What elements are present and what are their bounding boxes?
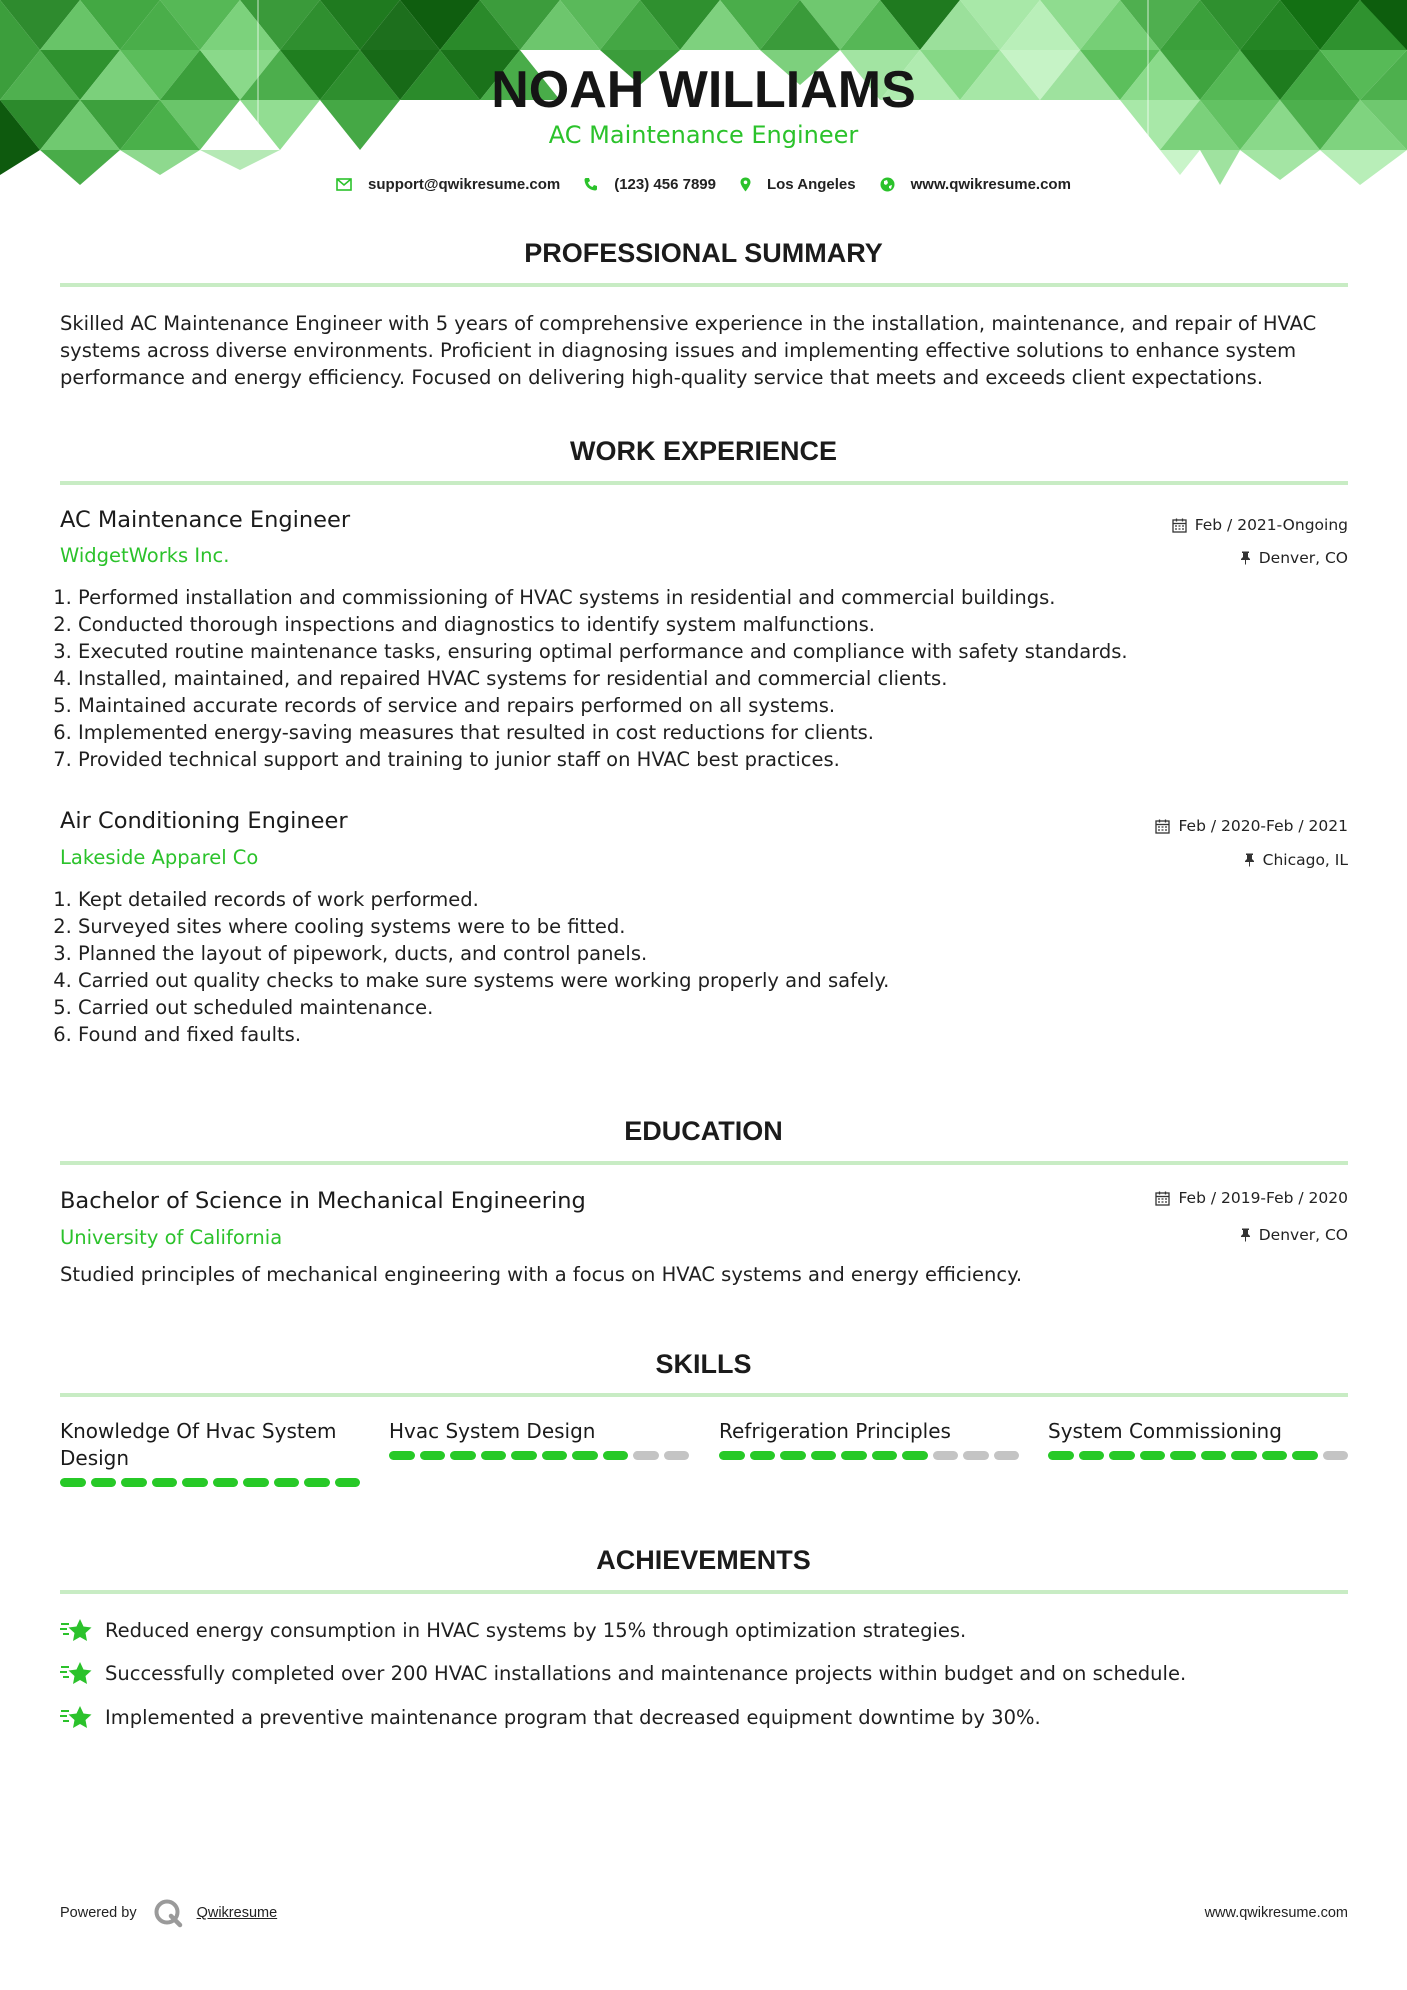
skill-level-segment-filled <box>1292 1451 1318 1460</box>
skill-level-segment-filled <box>511 1451 537 1460</box>
list-item: 1. Kept detailed records of work performed. <box>78 886 1328 913</box>
skill-level-bar <box>60 1478 360 1487</box>
skill-level-segment-filled <box>1079 1451 1105 1460</box>
skills-heading: SKILLS <box>655 1349 752 1379</box>
powered-by-label: Powered by <box>60 1905 137 1921</box>
qwikresume-link[interactable]: Qwikresume <box>196 1905 278 1921</box>
skill-level-segment-filled <box>719 1451 745 1460</box>
job-responsibilities <box>52 584 1328 773</box>
list-item: 3. Executed routine maintenance tasks, ensuring optimal performance and compliance with safety standards. <box>78 638 1328 665</box>
skill-level-segment-filled <box>750 1451 776 1460</box>
contact-location-text: Los Angeles <box>766 175 856 193</box>
experience-divider <box>60 481 1348 485</box>
list-item: 5. Maintained accurate records of service and repairs performed on all systems. <box>78 692 1328 719</box>
skill-level-segment-filled <box>60 1478 86 1487</box>
skill-level-segment-filled <box>182 1478 208 1487</box>
education-divider <box>60 1161 1348 1165</box>
skill-level-segment-empty <box>994 1451 1020 1460</box>
candidate-title: AC Maintenance Engineer <box>548 121 859 149</box>
contact-website-text: www.qwikresume.com <box>910 175 1071 193</box>
contact-email-text: support@qwikresume.com <box>368 175 561 193</box>
skill-level-segment-filled <box>243 1478 269 1487</box>
contact-website[interactable] <box>880 176 1071 193</box>
skill-level-segment-filled <box>389 1451 415 1460</box>
skill-level-segment-filled <box>780 1451 806 1460</box>
achievement-text: Implemented a preventive maintenance program that decreased equipment downtime by 30%. <box>105 1705 1041 1729</box>
education-dates-text: Feb / 2019-Feb / 2020 <box>1178 1189 1348 1207</box>
skill-level-segment-empty <box>963 1451 989 1460</box>
job-responsibilities <box>52 886 1328 1048</box>
skill-level-bar <box>389 1451 689 1460</box>
star-icon <box>60 1659 92 1687</box>
skill-level-segment-filled <box>420 1451 446 1460</box>
job-title: AC Maintenance Engineer <box>60 507 351 533</box>
phone-icon <box>584 177 598 191</box>
pushpin-icon <box>1240 551 1251 565</box>
skill-name: Hvac System Design <box>389 1419 596 1443</box>
calendar-icon <box>1155 1191 1170 1206</box>
pushpin-icon <box>1244 853 1255 867</box>
list-item: 1. Performed installation and commissioning of HVAC systems in residential and commercial buildings. <box>78 584 1328 611</box>
summary-divider <box>60 283 1348 287</box>
achievement-item <box>60 1703 1041 1731</box>
achievement-text: Reduced energy consumption in HVAC systems by 15% through optimization strategies. <box>105 1618 967 1642</box>
education-description: Studied principles of mechanical engineering with a focus on HVAC systems and energy efficiency. <box>60 1263 1023 1286</box>
achievements-divider <box>60 1590 1348 1594</box>
list-item: 6. Found and fixed faults. <box>78 1021 1328 1048</box>
achievement-item <box>60 1616 966 1644</box>
skill-item <box>1048 1418 1348 1460</box>
contact-bar <box>0 172 1407 196</box>
skill-level-segment-filled <box>1170 1451 1196 1460</box>
skill-level-segment-filled <box>121 1478 147 1487</box>
education-heading: EDUCATION <box>624 1116 783 1146</box>
skill-level-segment-filled <box>841 1451 867 1460</box>
skill-level-segment-empty <box>933 1451 959 1460</box>
list-item: 7. Provided technical support and training to junior staff on HVAC best practices. <box>78 746 1328 773</box>
education-location-text: Denver, CO <box>1258 1226 1348 1244</box>
job-company: WidgetWorks Inc. <box>60 544 230 567</box>
job-dates <box>1155 817 1348 835</box>
skill-item <box>389 1418 689 1460</box>
list-item: 4. Carried out quality checks to make sure systems were working properly and safely. <box>78 967 1328 994</box>
skill-level-segment-filled <box>274 1478 300 1487</box>
skill-name: Refrigeration Principles <box>719 1419 951 1443</box>
skill-item <box>60 1418 360 1487</box>
skill-level-segment-filled <box>304 1478 330 1487</box>
job-dates-text: Feb / 2020-Feb / 2021 <box>1178 817 1348 835</box>
qwikresume-logo-icon <box>153 1898 183 1928</box>
calendar-icon <box>1155 819 1170 834</box>
job-location-text: Chicago, IL <box>1262 851 1348 869</box>
job-location-text: Denver, CO <box>1258 549 1348 567</box>
list-item: 3. Planned the layout of pipework, ducts, and control panels. <box>78 940 1328 967</box>
skill-level-segment-filled <box>902 1451 928 1460</box>
list-item: 4. Installed, maintained, and repaired HVAC systems for residential and commercial clients. <box>78 665 1328 692</box>
degree-title: Bachelor of Science in Mechanical Engineering <box>60 1188 586 1214</box>
education-dates <box>1155 1189 1348 1207</box>
skill-level-segment-empty <box>633 1451 659 1460</box>
skill-level-segment-filled <box>1109 1451 1135 1460</box>
skill-level-segment-filled <box>1048 1451 1074 1460</box>
skill-level-segment-filled <box>481 1451 507 1460</box>
skill-level-segment-filled <box>1201 1451 1227 1460</box>
contact-location <box>740 176 856 193</box>
job-location <box>1244 851 1348 869</box>
skill-level-segment-filled <box>335 1478 361 1487</box>
map-pin-icon <box>740 177 751 192</box>
contact-phone-text: (123) 456 7899 <box>614 175 716 193</box>
list-item: 6. Implemented energy-saving measures that resulted in cost reductions for clients. <box>78 719 1328 746</box>
list-item: 5. Carried out scheduled maintenance. <box>78 994 1328 1021</box>
achievements-heading: ACHIEVEMENTS <box>596 1545 811 1575</box>
star-icon <box>60 1703 92 1731</box>
skill-level-segment-empty <box>664 1451 690 1460</box>
globe-icon <box>880 177 895 192</box>
skill-level-bar <box>719 1451 1019 1460</box>
calendar-icon <box>1172 518 1187 533</box>
job-title: Air Conditioning Engineer <box>60 808 348 834</box>
skill-item <box>719 1418 1019 1460</box>
candidate-name: NOAH WILLIAMS <box>491 61 916 119</box>
achievement-item <box>60 1659 1186 1687</box>
skill-level-segment-filled <box>91 1478 117 1487</box>
skill-name: Knowledge Of Hvac System Design <box>60 1419 337 1470</box>
experience-heading: WORK EXPERIENCE <box>569 436 838 466</box>
skill-name: System Commissioning <box>1048 1419 1282 1443</box>
envelope-icon <box>336 178 352 191</box>
list-item: 2. Conducted thorough inspections and diagnostics to identify system malfunctions. <box>78 611 1328 638</box>
skill-level-segment-empty <box>1323 1451 1349 1460</box>
skill-level-segment-filled <box>572 1451 598 1460</box>
school-name: University of California <box>60 1226 283 1249</box>
skill-level-segment-filled <box>450 1451 476 1460</box>
skill-level-segment-filled <box>542 1451 568 1460</box>
job-dates-text: Feb / 2021-Ongoing <box>1194 516 1348 534</box>
skill-level-segment-filled <box>1262 1451 1288 1460</box>
achievement-text: Successfully completed over 200 HVAC installations and maintenance projects within budget and on schedule. <box>105 1661 1187 1685</box>
skill-level-segment-filled <box>603 1451 629 1460</box>
job-dates <box>1172 516 1348 534</box>
skill-level-segment-filled <box>872 1451 898 1460</box>
summary-text: Skilled AC Maintenance Engineer with 5 years of comprehensive experience in the installation, maintenance, and repair of HVAC systems across diverse environments. Proficient in diagnosing issues and implementing effective solutions to enhance system performance and energy efficiency. Focused on delivering high-quality service that meets and exceeds client expectations. <box>60 312 1317 389</box>
education-location <box>1240 1226 1348 1244</box>
list-item: 2. Surveyed sites where cooling systems were to be fitted. <box>78 913 1328 940</box>
skill-level-segment-filled <box>213 1478 239 1487</box>
job-location <box>1240 549 1348 567</box>
summary-heading: PROFESSIONAL SUMMARY <box>524 238 883 268</box>
footer-website[interactable]: www.qwikresume.com <box>1204 1905 1348 1921</box>
star-icon <box>60 1616 92 1644</box>
skill-level-segment-filled <box>811 1451 837 1460</box>
skill-level-bar <box>1048 1451 1348 1460</box>
job-company: Lakeside Apparel Co <box>60 846 259 869</box>
pushpin-icon <box>1240 1228 1251 1242</box>
skill-level-segment-filled <box>1140 1451 1166 1460</box>
contact-email[interactable] <box>336 176 560 193</box>
contact-phone[interactable] <box>584 176 716 193</box>
skill-level-segment-filled <box>152 1478 178 1487</box>
skill-level-segment-filled <box>1231 1451 1257 1460</box>
footer-powered-by <box>60 1898 277 1928</box>
skills-divider <box>60 1393 1348 1397</box>
